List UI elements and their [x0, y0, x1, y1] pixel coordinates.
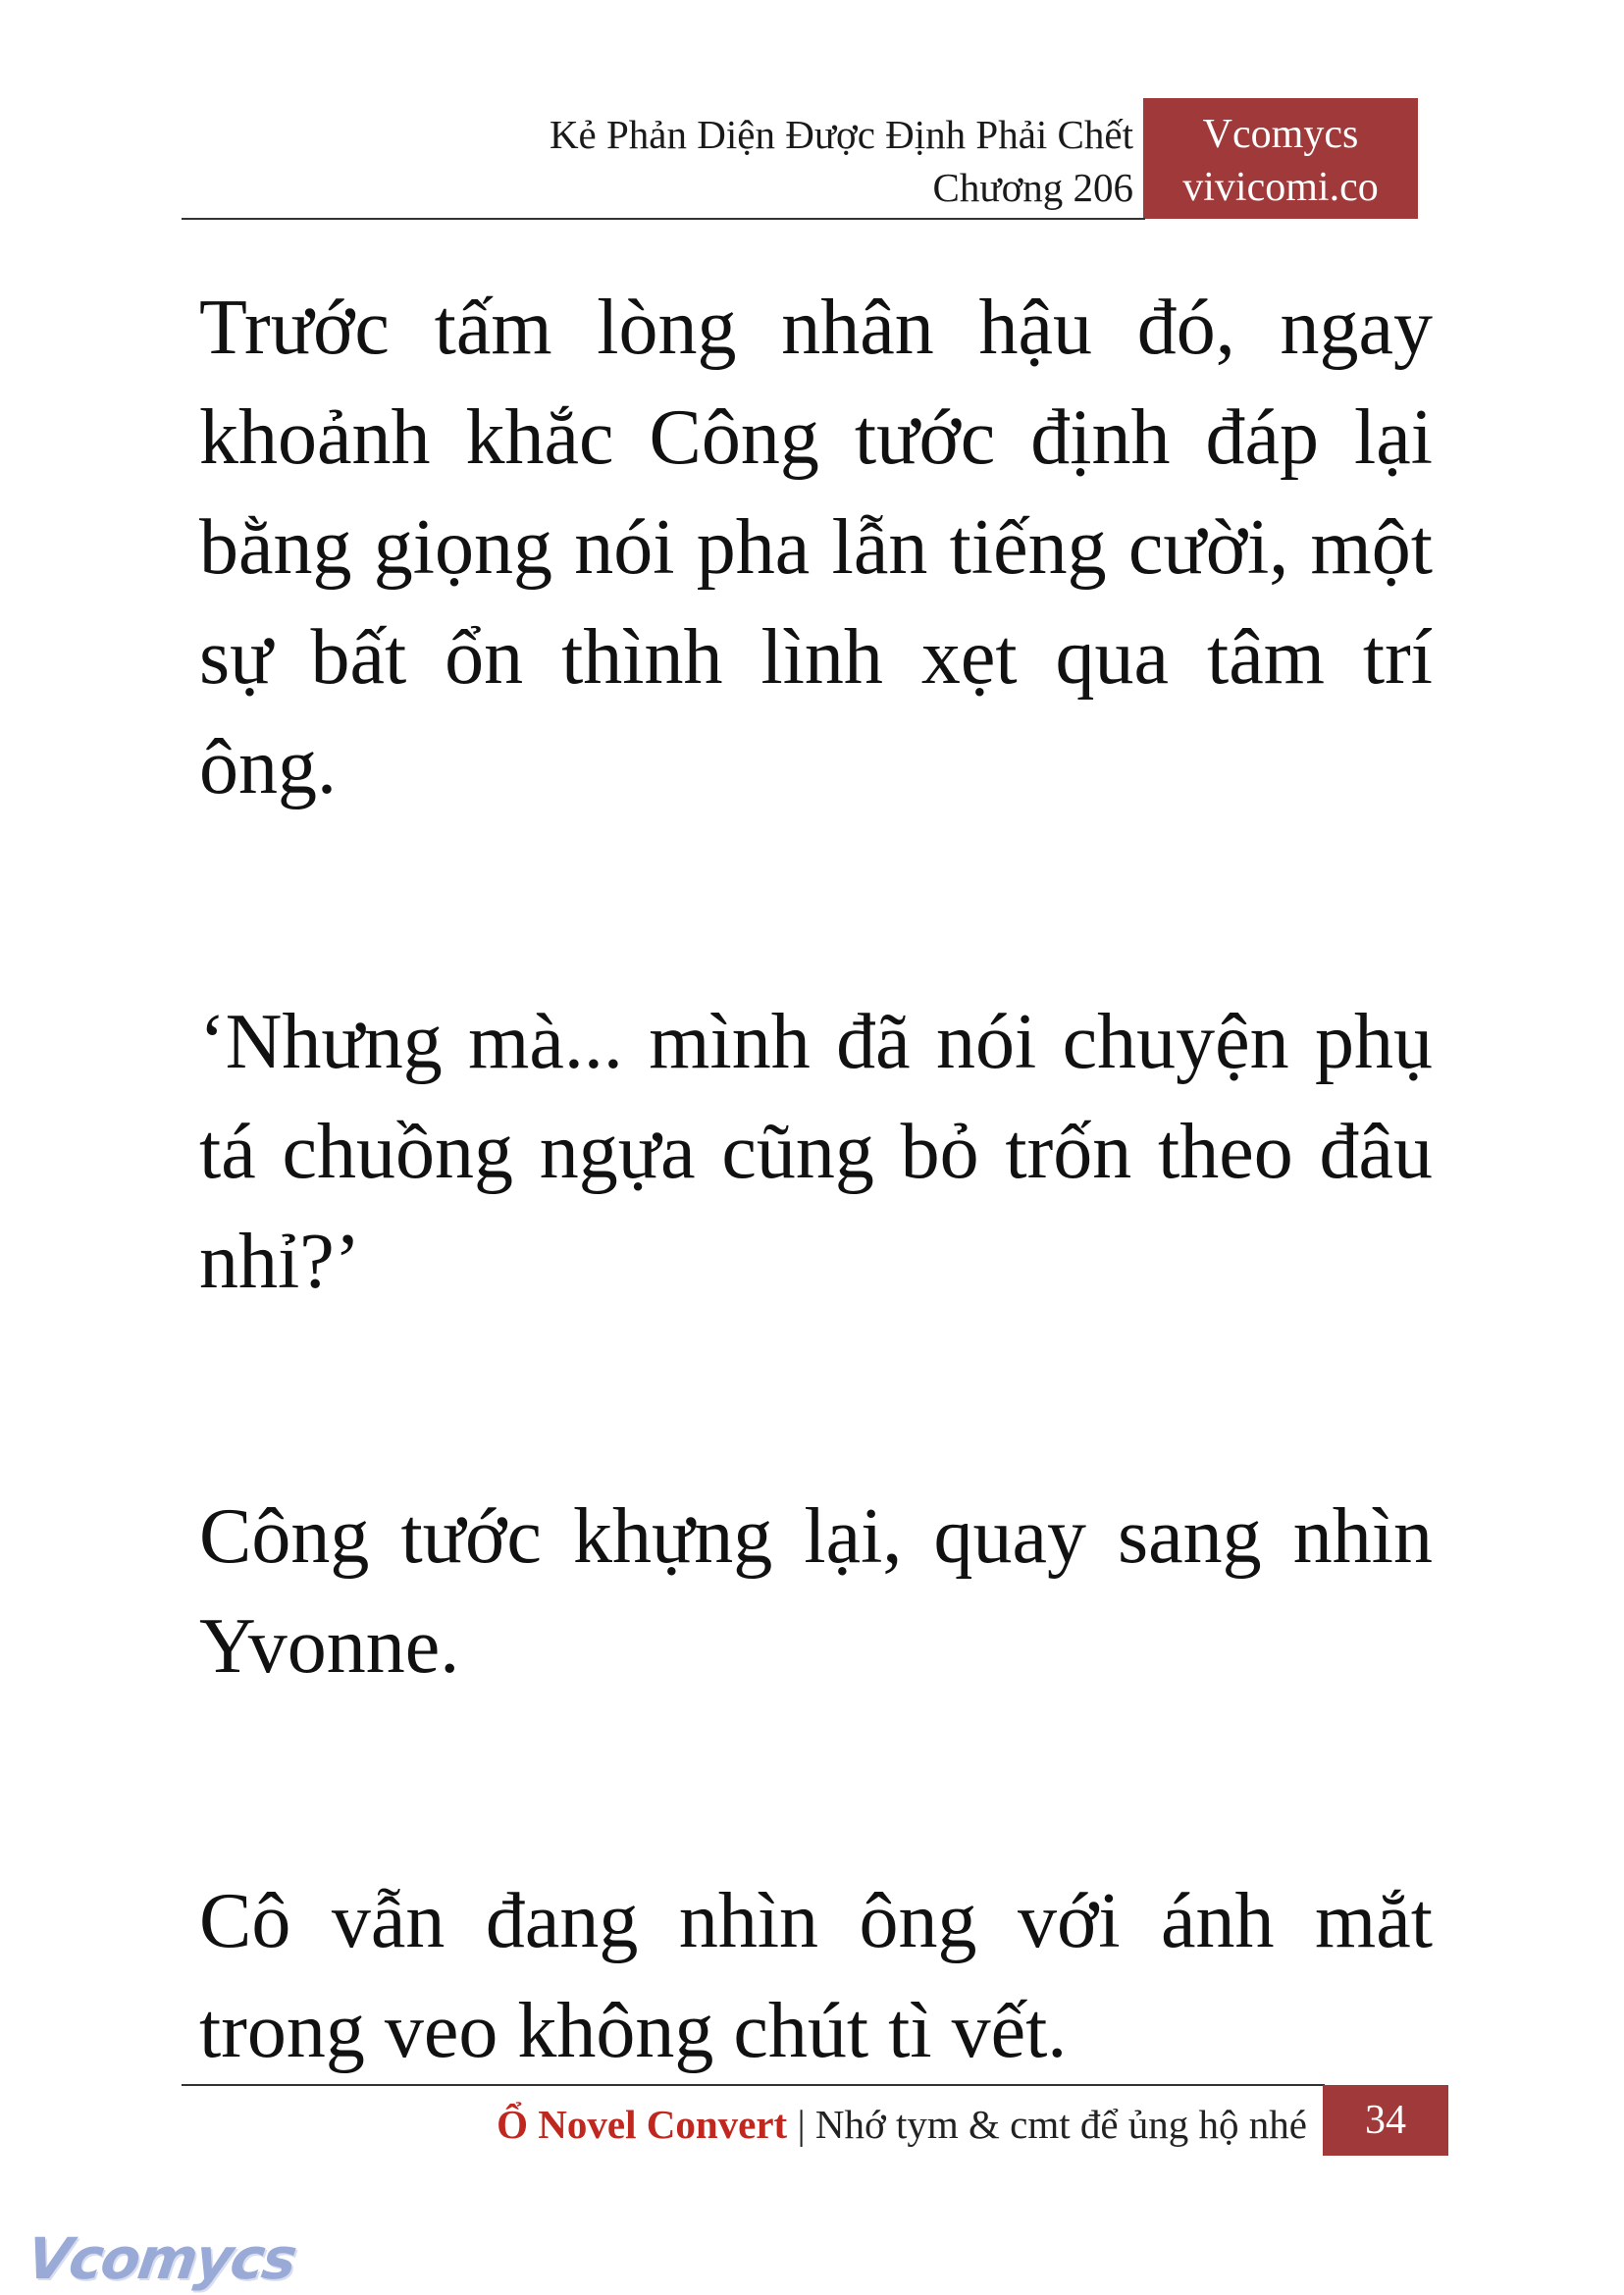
running-header: [550, 108, 1133, 214]
footer-brand: Ổ Novel Convert: [497, 2102, 788, 2147]
footer: [497, 2098, 1307, 2151]
footer-separator: |: [797, 2102, 806, 2147]
page-body: [199, 273, 1433, 2086]
watermark-logo: Vcomycs: [23, 2225, 300, 2292]
footer-divider: [182, 2084, 1325, 2086]
paragraph: Trước tấm lòng nhân hậu đó, ngay khoảnh khắc Công tước định đáp lại bằng giọng nói pha lẫn tiếng cười, một sự bất ổn thình lình xẹt qua tâm trí ông.: [199, 285, 1433, 810]
footer-message: Nhớ tym & cmt để ủng hộ nhé: [814, 2102, 1307, 2147]
chapter-label: Chương 206: [932, 165, 1133, 210]
brand-badge: [1143, 98, 1418, 219]
brand-site: vivicomi.co: [1182, 165, 1379, 210]
paragraph: ‘Nhưng mà... mình đã nói chuyện phụ tá chuồng ngựa cũng bỏ trốn theo đâu nhỉ?’: [199, 999, 1433, 1305]
page-number: 34: [1323, 2085, 1448, 2156]
header-divider: [182, 218, 1145, 220]
brand-name: Vcomycs: [1202, 112, 1359, 157]
paragraph: Công tước khựng lại, quay sang nhìn Yvonne.: [199, 1493, 1433, 1690]
book-title: Kẻ Phản Diện Được Định Phải Chết: [549, 112, 1133, 157]
paragraph: Cô vẫn đang nhìn ông với ánh mắt trong veo không chút tì vết.: [199, 1878, 1433, 2074]
